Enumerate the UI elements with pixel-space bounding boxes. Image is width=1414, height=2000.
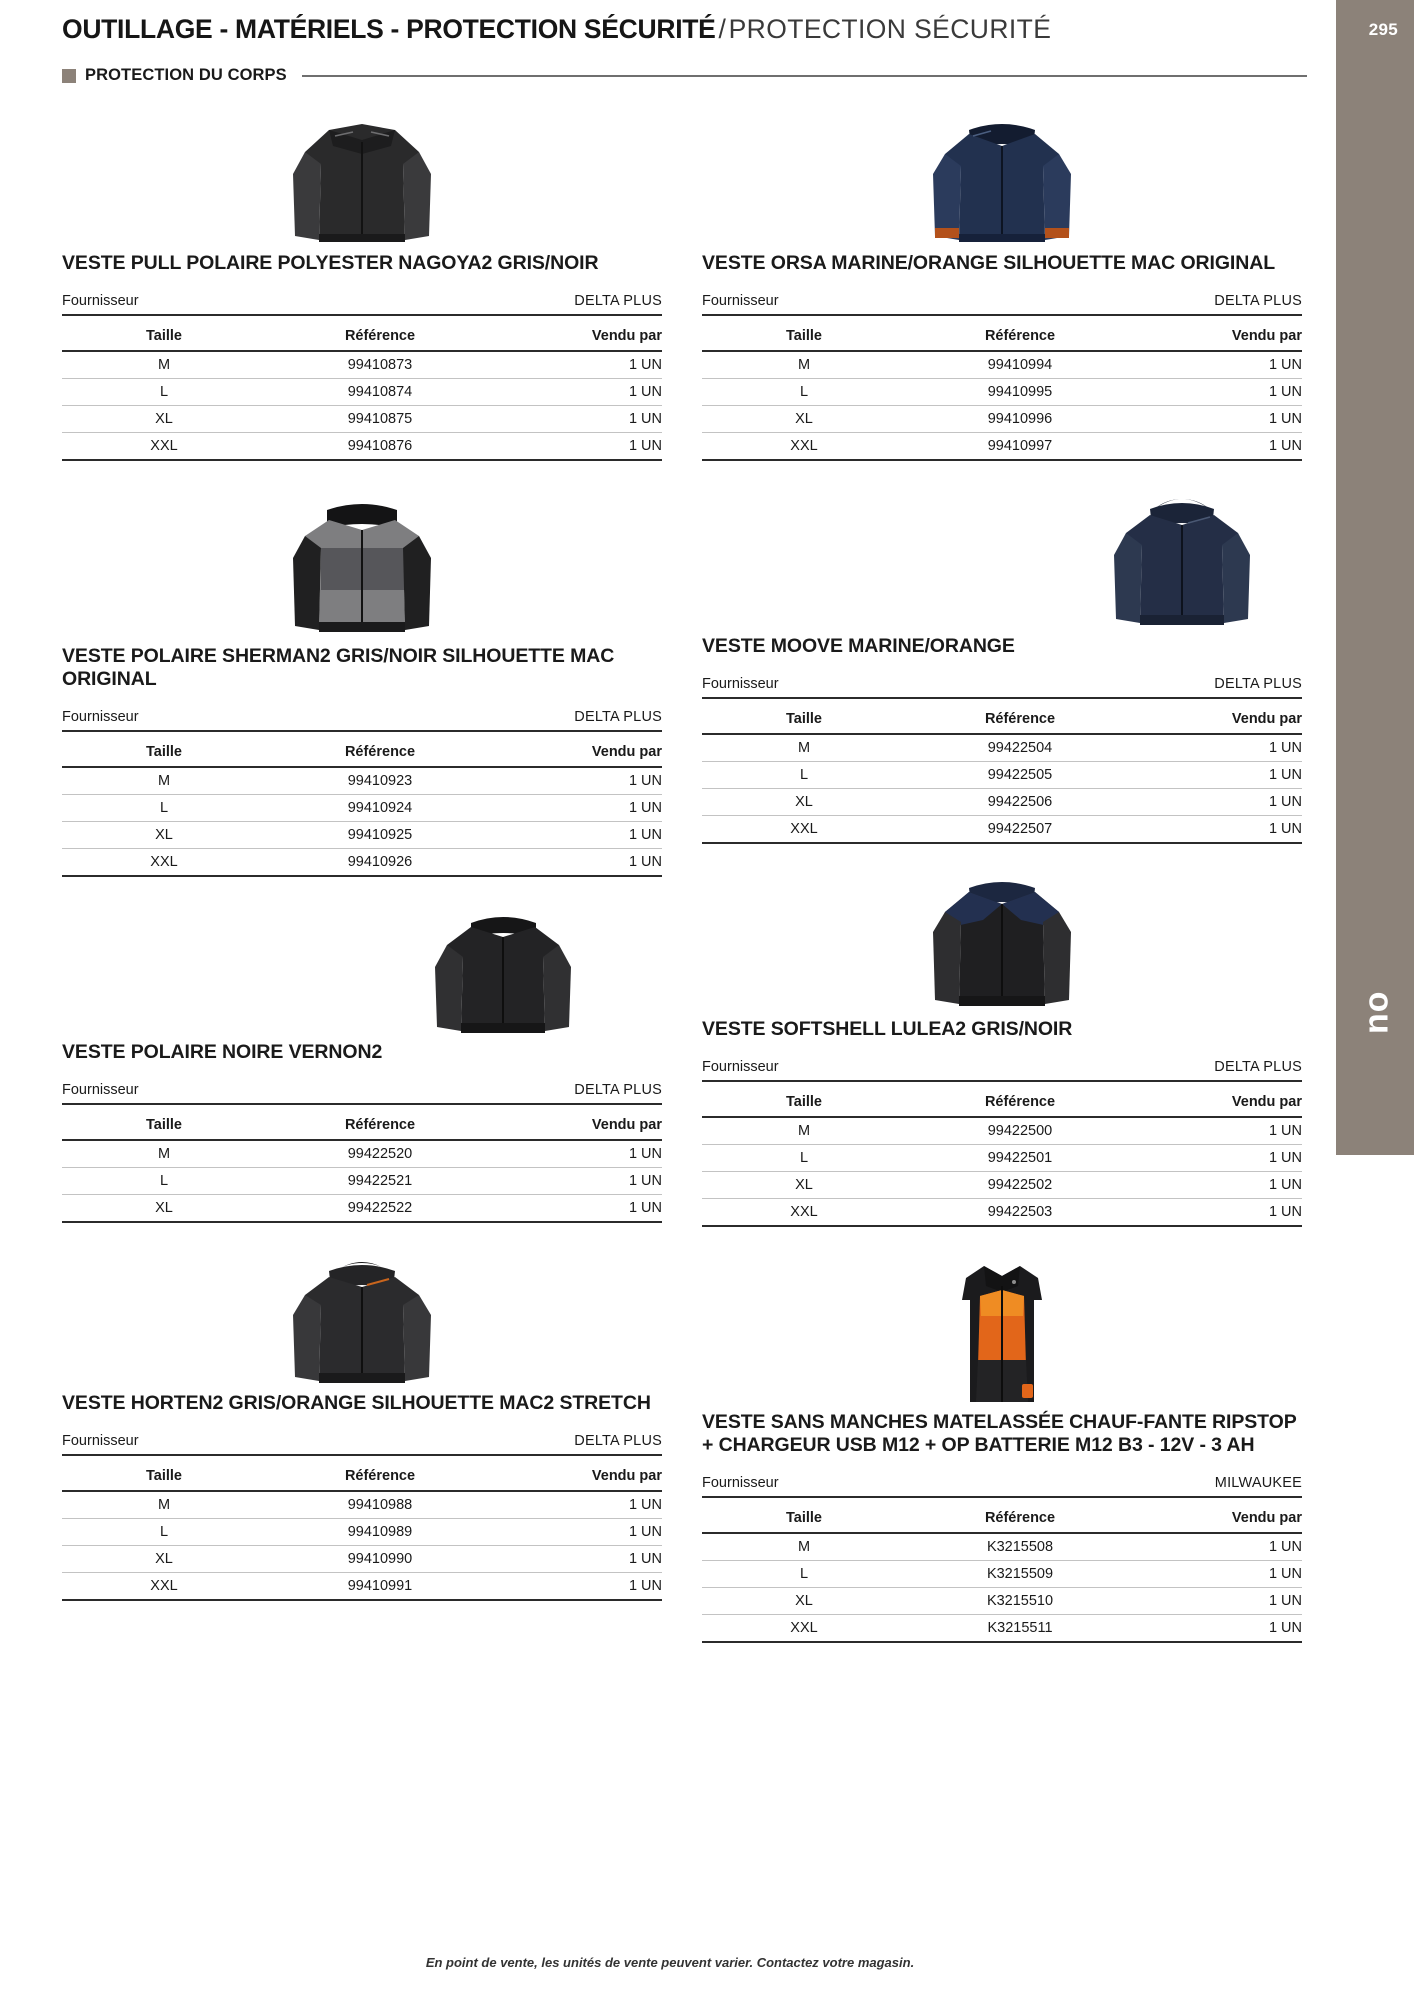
- product-image: [62, 485, 662, 645]
- cell-reference: 99410924: [266, 794, 494, 821]
- table-row[interactable]: [702, 351, 1302, 379]
- col-header-vendu-par: Vendu par: [1134, 1094, 1302, 1117]
- product-card: [702, 112, 1302, 461]
- cell-taille: L: [702, 379, 906, 406]
- table-header-row: [62, 328, 662, 351]
- table-row[interactable]: [62, 1194, 662, 1222]
- cell-reference: 99422502: [906, 1172, 1134, 1199]
- product-title: VESTE SANS MANCHES MATELASSÉE CHAUF-FANTE RIPSTOP + CHARGEUR USB M12 + OP BATTERIE M12 B3 - 12V - 3 AH: [702, 1411, 1297, 1456]
- supplier-label: Fournisseur: [702, 292, 779, 309]
- cell-vendu-par: 1 UN: [1134, 379, 1302, 406]
- product-table: [702, 328, 1302, 461]
- cell-taille: XXL: [62, 848, 266, 876]
- table-row[interactable]: [702, 789, 1302, 816]
- col-header-reference: Référence: [906, 1510, 1134, 1533]
- product-title: VESTE POLAIRE NOIRE VERNON2: [62, 1040, 383, 1063]
- product-title: VESTE MOOVE MARINE/ORANGE: [702, 635, 1015, 657]
- product-image: [702, 868, 1302, 1018]
- product-image: [702, 112, 1302, 252]
- supplier-value: DELTA PLUS: [574, 292, 662, 309]
- footer-note: En point de vente, les unités de vente peuvent varier. Contactez votre magasin.: [425, 1955, 915, 1970]
- product-title: VESTE POLAIRE SHERMAN2 GRIS/NOIR SILHOUETTE MAC ORIGINAL: [62, 645, 615, 690]
- cell-vendu-par: 1 UN: [1134, 734, 1302, 762]
- cell-vendu-par: 1 UN: [1134, 1533, 1302, 1561]
- supplier-value: MILWAUKEE: [1214, 1474, 1302, 1491]
- col-header-vendu-par: Vendu par: [1134, 328, 1302, 351]
- cell-reference: 99422504: [906, 734, 1134, 762]
- table-row[interactable]: [62, 767, 662, 795]
- jacket-horten2-grey-orange-icon: [267, 1247, 457, 1392]
- cell-taille: L: [702, 762, 906, 789]
- col-header-taille: Taille: [702, 328, 906, 351]
- table-row[interactable]: [702, 734, 1302, 762]
- cell-vendu-par: 1 UN: [494, 433, 662, 461]
- cell-taille: L: [702, 1560, 906, 1587]
- table-row[interactable]: [702, 1614, 1302, 1642]
- product-card: [702, 1251, 1302, 1643]
- table-header-row: [702, 1510, 1302, 1533]
- cell-reference: 99422506: [906, 789, 1134, 816]
- cell-vendu-par: 1 UN: [494, 406, 662, 433]
- cell-vendu-par: 1 UN: [494, 767, 662, 795]
- cell-vendu-par: 1 UN: [494, 379, 662, 406]
- col-header-reference: Référence: [266, 328, 494, 351]
- cell-taille: L: [702, 1145, 906, 1172]
- cell-reference: K3215511: [906, 1614, 1134, 1642]
- cell-taille: XXL: [702, 1199, 906, 1227]
- cell-taille: XXL: [702, 433, 906, 461]
- page-title-secondary: PROTECTION SÉCURITÉ: [728, 14, 1052, 44]
- cell-reference: 99410997: [906, 433, 1134, 461]
- table-row[interactable]: [702, 1533, 1302, 1561]
- cell-taille: XXL: [62, 433, 266, 461]
- cell-taille: L: [62, 379, 266, 406]
- table-header-row: [62, 1117, 662, 1140]
- col-header-vendu-par: Vendu par: [494, 744, 662, 767]
- cell-reference: 99422522: [266, 1194, 494, 1222]
- supplier-label: Fournisseur: [62, 1081, 139, 1098]
- square-bullet-icon: [62, 69, 76, 83]
- table-row[interactable]: [702, 762, 1302, 789]
- col-header-reference: Référence: [906, 328, 1134, 351]
- cell-reference: 99410995: [906, 379, 1134, 406]
- cell-vendu-par: 1 UN: [1134, 351, 1302, 379]
- product-table: [702, 1510, 1302, 1643]
- section-label: PROTECTION DU CORPS: [85, 66, 287, 84]
- col-header-vendu-par: Vendu par: [494, 1117, 662, 1140]
- supplier-divider: [702, 1496, 1302, 1498]
- cell-taille: M: [702, 1533, 906, 1561]
- cell-taille: XL: [62, 1545, 266, 1572]
- product-image: [702, 485, 1302, 635]
- cell-vendu-par: 1 UN: [494, 1491, 662, 1519]
- cell-reference: 99422505: [906, 762, 1134, 789]
- cell-vendu-par: 1 UN: [494, 1140, 662, 1168]
- col-header-vendu-par: Vendu par: [494, 1468, 662, 1491]
- cell-reference: 99410990: [266, 1545, 494, 1572]
- cell-reference: 99410873: [266, 351, 494, 379]
- jacket-vernon2-black-icon: [411, 901, 596, 1041]
- cell-taille: XL: [702, 1587, 906, 1614]
- cell-vendu-par: 1 UN: [1134, 433, 1302, 461]
- supplier-row: [702, 1059, 1302, 1080]
- cell-reference: 99410925: [266, 821, 494, 848]
- cell-reference: K3215508: [906, 1533, 1134, 1561]
- left-column: [62, 112, 662, 1601]
- cell-taille: M: [702, 734, 906, 762]
- table-header-row: [62, 1468, 662, 1491]
- cell-vendu-par: 1 UN: [1134, 1172, 1302, 1199]
- cell-vendu-par: 1 UN: [1134, 789, 1302, 816]
- cell-reference: 99410926: [266, 848, 494, 876]
- cell-taille: XL: [702, 406, 906, 433]
- cell-vendu-par: 1 UN: [494, 794, 662, 821]
- supplier-label: Fournisseur: [62, 708, 139, 725]
- cell-reference: 99410996: [906, 406, 1134, 433]
- product-card: [62, 1247, 662, 1601]
- cell-reference: 99410875: [266, 406, 494, 433]
- product-title: VESTE SOFTSHELL LULEA2 GRIS/NOIR: [702, 1018, 1073, 1040]
- supplier-value: DELTA PLUS: [1214, 292, 1302, 309]
- cell-reference: 99410923: [266, 767, 494, 795]
- table-header-row: [702, 711, 1302, 734]
- col-header-taille: Taille: [702, 1094, 906, 1117]
- jacket-lulea2-grey-black-icon: [907, 868, 1097, 1018]
- cell-reference: 99410874: [266, 379, 494, 406]
- side-tab: [1336, 0, 1414, 1155]
- table-row[interactable]: [702, 1560, 1302, 1587]
- table-row[interactable]: [702, 816, 1302, 844]
- cell-reference: 99422520: [266, 1140, 494, 1168]
- cell-vendu-par: 1 UN: [1134, 762, 1302, 789]
- page-header: [62, 14, 1302, 45]
- product-title: VESTE ORSA MARINE/ORANGE SILHOUETTE MAC ORIGINAL: [702, 252, 1276, 274]
- product-title: VESTE PULL POLAIRE POLYESTER NAGOYA2 GRIS/NOIR: [62, 252, 599, 274]
- product-image: [62, 901, 662, 1041]
- cell-taille: M: [62, 1140, 266, 1168]
- table-row[interactable]: [62, 848, 662, 876]
- cell-vendu-par: 1 UN: [1134, 1587, 1302, 1614]
- supplier-value: DELTA PLUS: [574, 1081, 662, 1098]
- product-table: [62, 744, 662, 877]
- table-row[interactable]: [702, 406, 1302, 433]
- supplier-label: Fournisseur: [702, 1058, 779, 1075]
- col-header-reference: Référence: [906, 1094, 1134, 1117]
- product-table: [62, 1117, 662, 1223]
- side-tab-label: ou: [1362, 991, 1400, 1035]
- supplier-value: DELTA PLUS: [574, 708, 662, 725]
- supplier-row: [702, 293, 1302, 314]
- cell-reference: 99422521: [266, 1167, 494, 1194]
- cell-reference: K3215509: [906, 1560, 1134, 1587]
- supplier-divider: [702, 1080, 1302, 1082]
- table-row[interactable]: [62, 1140, 662, 1168]
- table-row[interactable]: [702, 1199, 1302, 1227]
- col-header-taille: Taille: [702, 711, 906, 734]
- product-table: [702, 1094, 1302, 1227]
- jacket-orsa-navy-orange-icon: [907, 112, 1097, 252]
- table-row[interactable]: [62, 821, 662, 848]
- cell-reference: 99410991: [266, 1572, 494, 1600]
- col-header-reference: Référence: [266, 1117, 494, 1140]
- table-row[interactable]: [702, 379, 1302, 406]
- cell-taille: M: [702, 1117, 906, 1145]
- cell-taille: XL: [62, 406, 266, 433]
- col-header-taille: Taille: [62, 328, 266, 351]
- supplier-label: Fournisseur: [702, 675, 779, 692]
- cell-taille: M: [62, 767, 266, 795]
- heated-vest-black-orange-icon: [922, 1256, 1082, 1411]
- cell-reference: 99422503: [906, 1199, 1134, 1227]
- cell-reference: 99422507: [906, 816, 1134, 844]
- supplier-value: DELTA PLUS: [1214, 1058, 1302, 1075]
- product-card: [62, 485, 662, 877]
- cell-reference: 99422500: [906, 1117, 1134, 1145]
- cell-vendu-par: 1 UN: [1134, 1117, 1302, 1145]
- supplier-divider: [702, 314, 1302, 316]
- cell-taille: XXL: [62, 1572, 266, 1600]
- page-title: [62, 14, 1302, 45]
- supplier-row: [62, 1082, 662, 1103]
- cell-taille: XXL: [702, 1614, 906, 1642]
- col-header-taille: Taille: [62, 744, 266, 767]
- product-image: [62, 112, 662, 252]
- cell-taille: M: [702, 351, 906, 379]
- col-header-taille: Taille: [62, 1468, 266, 1491]
- cell-reference: 99410989: [266, 1518, 494, 1545]
- cell-vendu-par: 1 UN: [1134, 1614, 1302, 1642]
- cell-vendu-par: 1 UN: [1134, 1145, 1302, 1172]
- cell-vendu-par: 1 UN: [494, 1518, 662, 1545]
- supplier-row: [702, 676, 1302, 697]
- product-table: [62, 1468, 662, 1601]
- table-header-row: [702, 1094, 1302, 1117]
- cell-reference: 99410994: [906, 351, 1134, 379]
- table-row[interactable]: [702, 1587, 1302, 1614]
- jacket-moove-navy-hooded-icon: [1092, 485, 1272, 635]
- page-title-separator: /: [718, 14, 726, 44]
- cell-taille: XXL: [702, 816, 906, 844]
- cell-taille: XL: [62, 1194, 266, 1222]
- page-title-main: OUTILLAGE - MATÉRIELS - PROTECTION SÉCURITÉ: [62, 14, 716, 44]
- col-header-reference: Référence: [266, 744, 494, 767]
- supplier-row: [62, 293, 662, 314]
- cell-taille: XL: [702, 789, 906, 816]
- supplier-label: Fournisseur: [62, 1432, 139, 1449]
- cell-reference: K3215510: [906, 1587, 1134, 1614]
- cell-taille: XL: [62, 821, 266, 848]
- supplier-divider: [62, 730, 662, 732]
- supplier-value: DELTA PLUS: [1214, 675, 1302, 692]
- page-number: 295: [1368, 20, 1398, 39]
- col-header-taille: Taille: [62, 1117, 266, 1140]
- table-row[interactable]: [62, 379, 662, 406]
- cell-taille: M: [62, 1491, 266, 1519]
- supplier-value: DELTA PLUS: [574, 1432, 662, 1449]
- cell-vendu-par: 1 UN: [494, 1194, 662, 1222]
- cell-taille: M: [62, 351, 266, 379]
- cell-vendu-par: 1 UN: [1134, 406, 1302, 433]
- supplier-divider: [62, 314, 662, 316]
- cell-vendu-par: 1 UN: [494, 1572, 662, 1600]
- supplier-divider: [702, 697, 1302, 699]
- cell-vendu-par: 1 UN: [1134, 816, 1302, 844]
- table-row[interactable]: [702, 433, 1302, 461]
- product-card: [702, 485, 1302, 844]
- col-header-reference: Référence: [266, 1468, 494, 1491]
- product-title: VESTE HORTEN2 GRIS/ORANGE SILHOUETTE MAC2 STRETCH: [62, 1391, 651, 1414]
- table-row[interactable]: [62, 1545, 662, 1572]
- cell-taille: L: [62, 1167, 266, 1194]
- table-header-row: [702, 328, 1302, 351]
- col-header-reference: Référence: [906, 711, 1134, 734]
- product-table: [702, 711, 1302, 844]
- table-row[interactable]: [702, 1117, 1302, 1145]
- table-row[interactable]: [62, 433, 662, 461]
- table-row[interactable]: [62, 1518, 662, 1545]
- cell-vendu-par: 1 UN: [494, 1545, 662, 1572]
- table-row[interactable]: [62, 1491, 662, 1519]
- cell-vendu-par: 1 UN: [494, 848, 662, 876]
- product-image: [702, 1251, 1302, 1411]
- section-divider: [302, 75, 1307, 77]
- col-header-vendu-par: Vendu par: [1134, 711, 1302, 734]
- table-header-row: [62, 744, 662, 767]
- jacket-sherman2-grey-black-icon: [267, 490, 457, 645]
- cell-vendu-par: 1 UN: [1134, 1560, 1302, 1587]
- col-header-vendu-par: Vendu par: [1134, 1510, 1302, 1533]
- col-header-taille: Taille: [702, 1510, 906, 1533]
- supplier-divider: [62, 1454, 662, 1456]
- supplier-row: [62, 709, 662, 730]
- supplier-label: Fournisseur: [702, 1474, 779, 1491]
- table-row[interactable]: [62, 1572, 662, 1600]
- supplier-row: [702, 1475, 1302, 1496]
- table-row[interactable]: [62, 406, 662, 433]
- cell-vendu-par: 1 UN: [494, 821, 662, 848]
- table-row[interactable]: [62, 794, 662, 821]
- table-row[interactable]: [62, 351, 662, 379]
- cell-vendu-par: 1 UN: [494, 1167, 662, 1194]
- cell-reference: 99422501: [906, 1145, 1134, 1172]
- col-header-vendu-par: Vendu par: [494, 328, 662, 351]
- table-row[interactable]: [702, 1145, 1302, 1172]
- jacket-nagoya2-black-icon: [267, 112, 457, 252]
- cell-taille: XL: [702, 1172, 906, 1199]
- product-card: [62, 112, 662, 461]
- supplier-divider: [62, 1103, 662, 1105]
- cell-vendu-par: 1 UN: [494, 351, 662, 379]
- product-table: [62, 328, 662, 461]
- table-row[interactable]: [702, 1172, 1302, 1199]
- cell-taille: L: [62, 794, 266, 821]
- cell-reference: 99410988: [266, 1491, 494, 1519]
- section-header: [62, 66, 1307, 85]
- cell-vendu-par: 1 UN: [1134, 1199, 1302, 1227]
- product-image: [62, 1247, 662, 1392]
- supplier-row: [62, 1433, 662, 1454]
- cell-reference: 99410876: [266, 433, 494, 461]
- right-column: [702, 112, 1302, 1643]
- product-card: [702, 868, 1302, 1227]
- product-card: [62, 901, 662, 1223]
- supplier-label: Fournisseur: [62, 292, 139, 309]
- table-row[interactable]: [62, 1167, 662, 1194]
- cell-taille: L: [62, 1518, 266, 1545]
